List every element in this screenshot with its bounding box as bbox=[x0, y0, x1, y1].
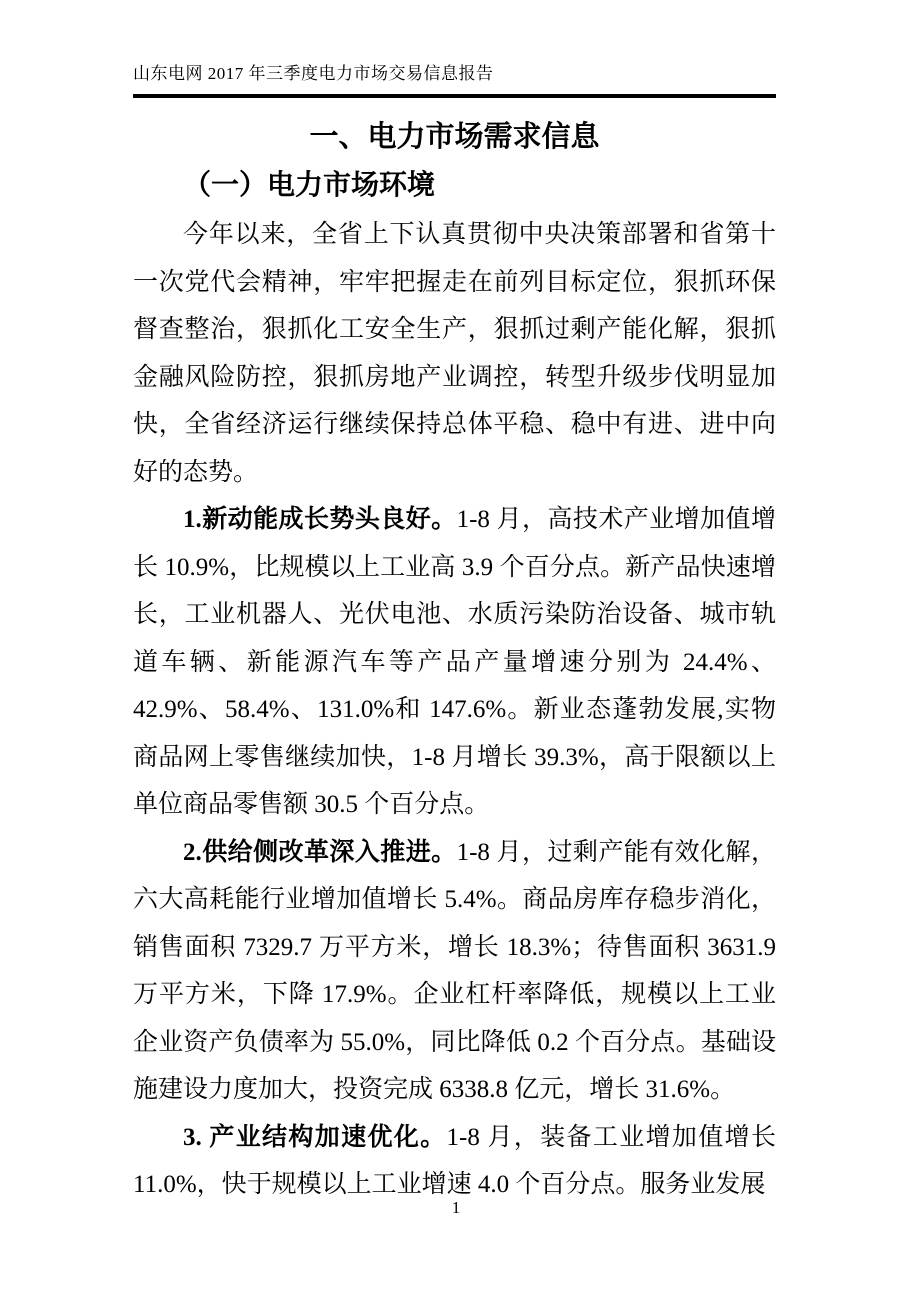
paragraph-3 bbox=[133, 829, 776, 1114]
page-header bbox=[133, 63, 776, 98]
paragraph-3-text: 1-8 月，过剩产能有效化解，六大高耗能行业增加值增长 5.4%。商品房库存稳步消化，销售面积 7329.7 万平方米，增长 18.3%；待售面积 3631.9 万平方米，下降 17.9%。企业杠杆率降低，规模以上工业企业资产负债率为 55.0%，同比降低 0.2 个百分点。基础设施建设力度加大，投资完成 6338.8 亿元，增长 31.6%。 bbox=[133, 838, 776, 1103]
paragraph-2-text: 1-8 月，高技术产业增加值增长 10.9%，比规模以上工业高 3.9 个百分点。新产品快速增长，工业机器人、光伏电池、水质污染防治设备、城市轨道车辆、新能源汽车等产品产量增速分别为 24.4%、42.9%、58.4%、131.0%和 147.6%。新业态蓬勃发展,实物商品网上零售继续加快，1-8 月增长 39.3%，高于限额以上单位商品零售额 30.5 个百分点。 bbox=[133, 506, 776, 818]
section-title: 一、电力市场需求信息 bbox=[309, 121, 600, 153]
page-footer bbox=[0, 1198, 912, 1218]
paragraph-3-lead: 2.供给侧改革深入推进。 bbox=[183, 838, 457, 866]
paragraph-2 bbox=[133, 496, 776, 829]
paragraph-4-text: 1-8 月，装备工业增加值增长 11.0%，快于规模以上工业增速 4.0 个百分点。服务业发展 bbox=[133, 1123, 776, 1198]
paragraph-4 bbox=[133, 1114, 776, 1209]
paragraph-1-text: 今年以来，全省上下认真贯彻中央决策部署和省第十一次党代会精神，牢牢把握走在前列目标定位，狠抓环保督查整治，狠抓化工安全生产，狠抓过剩产能化解，狠抓金融风险防控，狠抓房地产业调控，转型升级步伐明显加快，全省经济运行继续保持总体平稳、稳中有进、进中向好的态势。 bbox=[133, 221, 776, 486]
paragraph-4-lead: 3. 产业结构加速优化。 bbox=[183, 1123, 447, 1151]
paragraph-2-lead: 1.新动能成长势头良好。 bbox=[183, 506, 457, 533]
subsection-title: （一）电力市场环境 bbox=[183, 170, 436, 201]
header-title: 山东电网 2017 年三季度电力市场交易信息报告 bbox=[133, 64, 494, 83]
page-number: 1 bbox=[451, 1198, 461, 1217]
document-body bbox=[133, 102, 776, 1209]
paragraph-1 bbox=[133, 211, 776, 496]
